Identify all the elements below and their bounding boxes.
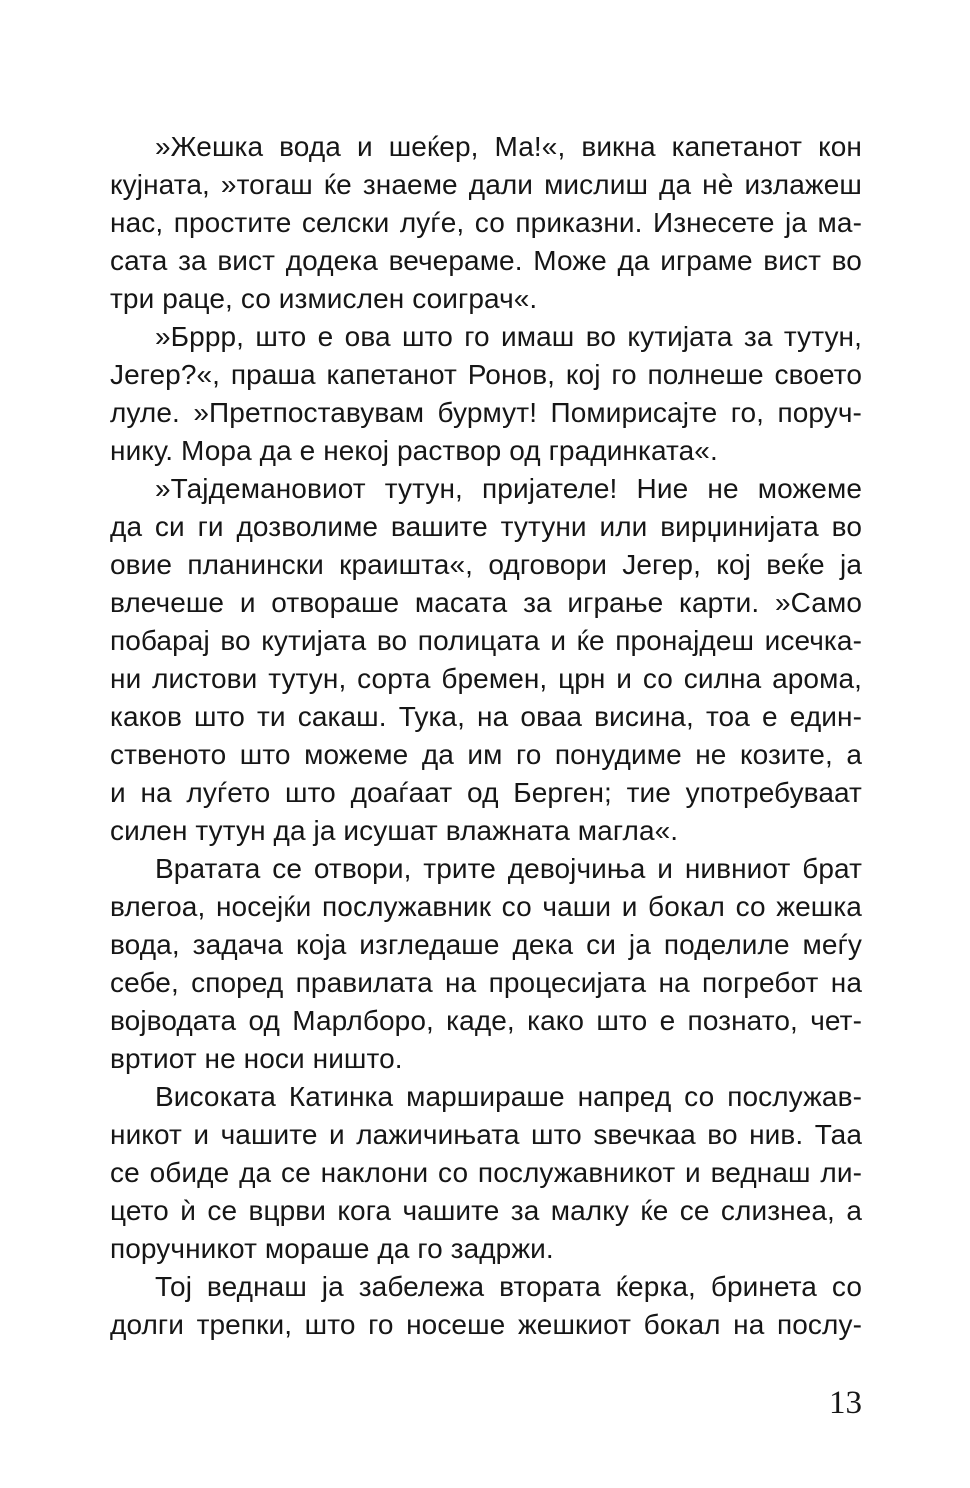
text-line: сата за вист додека вечераме. Може да играме вист во: [110, 245, 862, 276]
text-line: »Тајдемановиот тутун, пријателе! Ние не можеме: [155, 473, 862, 504]
text-line: каков што ти сакаш. Тука, на оваа висина, тоа е един-: [110, 701, 862, 732]
text-line: поручникот мораше да го задржи.: [110, 1233, 554, 1264]
paragraph: [110, 1268, 862, 1344]
paragraph: [110, 1078, 862, 1268]
text-line: побарај во кутијата во полицата и ќе пронајдеш исечка-: [110, 625, 862, 656]
text-line: луле. »Претпоставувам бурмут! Помирисајте го, поруч-: [110, 397, 862, 428]
text-line: влечеше и отвораше масата за играње карти. »Само: [110, 587, 862, 618]
text-line: и на луѓето што доаѓаат од Берген; тие употребуваат: [110, 777, 862, 808]
text-line: ни листови тутун, сорта бремен, црн и со силна арома,: [110, 663, 862, 694]
text-line: силен тутун да ја исушат влажната магла«.: [110, 815, 679, 846]
text-line: да си ги дозволиме вашите тутуни или вирџинијата во: [110, 511, 862, 542]
text-line: овие планински краишта«, одговори Јегер, кој веќе ја: [110, 549, 862, 580]
paragraph: [110, 128, 862, 318]
text-block: [110, 128, 862, 1344]
text-line: се обиде да се наклони со послужавникот и веднаш ли-: [110, 1157, 862, 1188]
paragraph: [110, 318, 862, 470]
text-line: ственото што можеме да им го понудиме не козите, а: [110, 739, 862, 770]
text-line: Јегер?«, праша капетанот Ронов, кој го полнеше своето: [110, 359, 862, 390]
text-line: војводата од Марлборо, каде, како што е познато, чет-: [110, 1005, 862, 1036]
paragraph: [110, 850, 862, 1078]
text-line: »Бррр, што е ова што го имаш во кутијата за тутун,: [155, 321, 862, 352]
text-line: себе, според правилата на процесијата на погребот на: [110, 967, 862, 998]
text-line: три раце, со измислен соиграч«.: [110, 283, 538, 314]
text-line: вртиот не носи ништо.: [110, 1043, 403, 1074]
text-line: кујната, »тогаш ќе знаеме дали мислиш да нè излажеш: [110, 169, 862, 200]
text-line: Вратата се отвори, трите девојчиња и нивниот брат: [155, 853, 862, 884]
text-line: долги трепки, што го носеше жешкиот бокал на послу-: [110, 1309, 862, 1340]
text-line: Тој веднаш ја забележа втората ќерка, бринета со: [155, 1271, 862, 1302]
text-line: цето ѝ се вцрви кога чашите за малку ќе се слизнеа, а: [110, 1195, 862, 1226]
text-line: вода, задача која изгледаше дека си ја поделиле меѓу: [110, 929, 862, 960]
text-line: нас, простите селски луѓе, со приказни. Изнесете ја ма-: [110, 207, 862, 238]
text-line: Високата Катинка маршираше напред со послужав-: [155, 1081, 862, 1112]
text-line: влегоа, носејќи послужавник со чаши и бокал со жешка: [110, 891, 862, 922]
text-line: никот и чашите и лажичињата што ѕвечкаа во нив. Таа: [110, 1119, 862, 1150]
paragraph: [110, 470, 862, 850]
text-line: нику. Мора да е некој раствор од градинката«.: [110, 435, 718, 466]
text-line: »Жешка вода и шеќер, Ма!«, викна капетанот кон: [155, 131, 862, 162]
page-number: 13: [829, 1385, 862, 1421]
